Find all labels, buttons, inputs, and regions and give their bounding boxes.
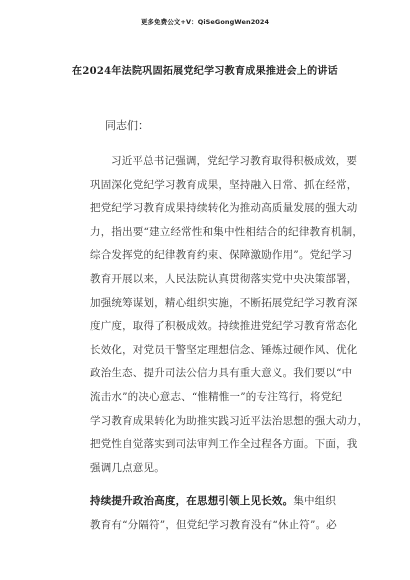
paragraph-line: 学习教育成果转化为助推实践习近平法治思想的强大动力， [90, 414, 369, 427]
paragraph-line: 度广度，取得了积极成效。持续推进党纪学习教育常态化 [90, 320, 358, 333]
section-paragraph [90, 490, 350, 537]
paragraph-line: 力，指出要“建立经常性和集中性相结合的纪律教育机制， [90, 225, 364, 238]
section-text: 集中组织 [293, 495, 337, 507]
salutation: 同志们： [105, 119, 149, 132]
paragraph-line: 流击水”的决心意志、“惟精惟一”的专注笃行，将党纪 [90, 390, 343, 403]
section-first-line [90, 490, 350, 514]
paragraph-line: 教育开展以来，人民法院认真贯彻落实党中央决策部署， [90, 272, 358, 285]
paragraph-line: 长效化，对党员干警坚定理想信念、锤炼过硬作风、优化 [90, 343, 358, 356]
header-watermark: 更多免费公文+V：QiSeGongWen2024 [140, 18, 270, 26]
paragraph-line: 习近平总书记强调，党纪学习教育取得积极成效，要 [111, 155, 358, 167]
paragraph-line: 综合发挥党的纪律教育约束、保障激励作用”。党纪学习 [90, 249, 353, 262]
paragraph-line: 把党性自觉落实到司法审判工作全过程各方面。下面，我 [90, 438, 358, 451]
paragraph-line: 把党纪学习教育成果持续转化为推动高质量发展的强大动 [90, 202, 358, 215]
paragraph-line: 政治生态、提升司法公信力具有重大意义。我们要以“中 [90, 367, 353, 380]
paragraph-line: 巩固深化党纪学习教育成果，坚持融入日常、抓在经常， [90, 178, 358, 191]
paragraph-line: 强调几点意见。 [90, 461, 165, 474]
body-paragraph [90, 150, 369, 480]
section-line: 教育有“分隔符”，但党纪学习教育没有“休止符”。必 [90, 518, 337, 531]
document-title: 在2024年法院巩固拓展党纪学习教育成果推进会上的讲话 [72, 66, 338, 77]
paragraph-line: 加强统筹谋划，精心组织实施，不断拓展党纪学习教育深 [90, 296, 358, 309]
section-heading: 持续提升政治高度，在思想引领上见长效。 [90, 495, 294, 507]
